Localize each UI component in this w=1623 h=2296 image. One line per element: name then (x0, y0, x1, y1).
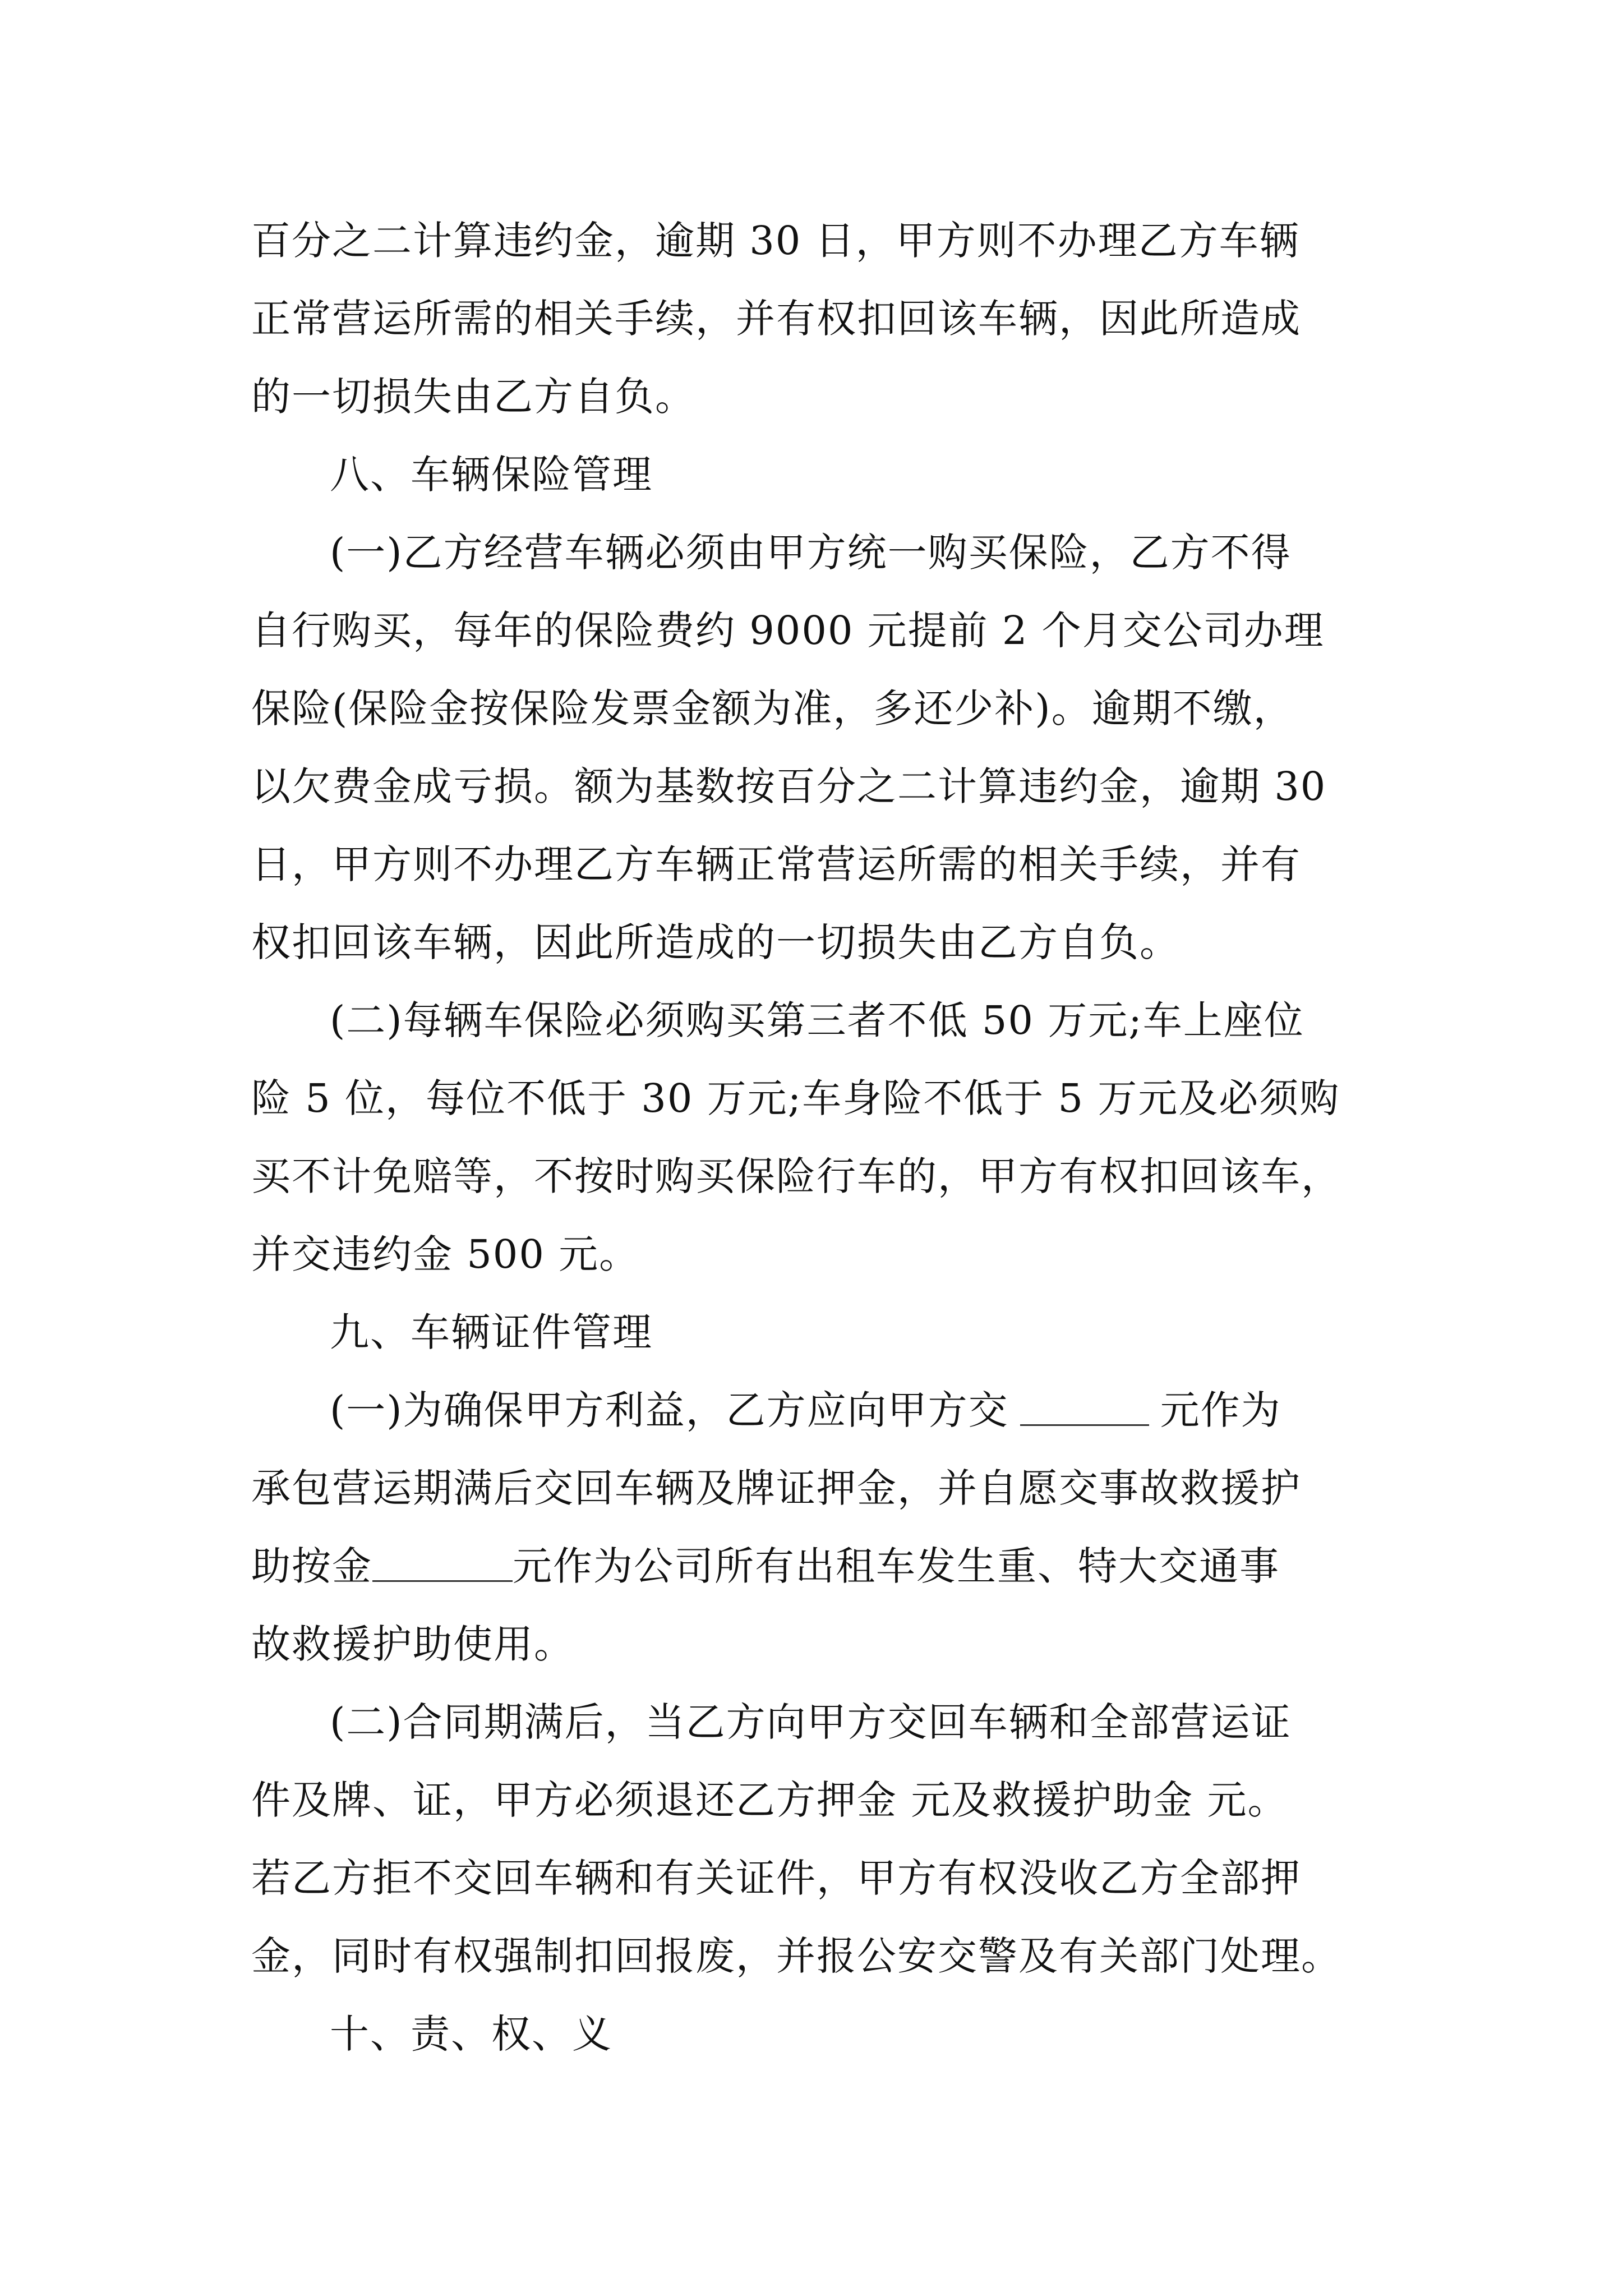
heading-text: 九、车辆证件管理 (330, 1309, 653, 1355)
text-segment: 元作为公司所有出租车发生重、特大交通事 (513, 1543, 1280, 1589)
document-page (251, 202, 1380, 2073)
heading-text: 八、车辆保险管理 (330, 452, 653, 498)
text-line: 金，同时有权强制扣回报废，并报公安交警及有关部门处理。 (251, 1933, 1341, 1979)
paragraph-8-1 (251, 514, 1380, 982)
text-line: 故救援护助使用。 (251, 1621, 574, 1667)
text-line: (二)每辆车保险必须购买第三者不低 50 万元;车上座位 (330, 997, 1304, 1043)
paragraph-penalty-continuation (251, 202, 1380, 436)
text-segment: 助按金 (251, 1543, 372, 1589)
text-segment: (一)为确保甲方利益，乙方应向甲方交 (330, 1387, 1009, 1433)
text-line: 并交违约金 500 元。 (251, 1231, 640, 1277)
text-line: 险 5 位，每位不低于 30 万元;车身险不低于 5 万元及必须购 (251, 1075, 1340, 1121)
text-line: 若乙方拒不交回车辆和有关证件，甲方有权没收乙方全部押 (251, 1855, 1301, 1901)
text-line: 百分之二计算违约金，逾期 30 日，甲方则不办理乙方车辆 (251, 218, 1300, 264)
text-line: 买不计免赔等，不按时购买保险行车的，甲方有权扣回该车， (251, 1153, 1341, 1199)
text-line: 日，甲方则不办理乙方车辆正常营运所需的相关手续，并有 (251, 841, 1301, 887)
text-line: 权扣回该车辆，因此所造成的一切损失由乙方自负。 (251, 919, 1180, 965)
section-heading-8 (251, 436, 1380, 514)
section-heading-9 (251, 1294, 1380, 1372)
text-line (251, 1372, 1380, 1450)
paragraph-9-2 (251, 1683, 1380, 1995)
paragraph-8-2 (251, 982, 1380, 1294)
text-line: (二)合同期满后，当乙方向甲方交回车辆和全部营运证 (330, 1699, 1292, 1745)
paragraph-9-1 (251, 1372, 1380, 1683)
text-line: 保险(保险金按保险发票金额为准，多还少补)。逾期不缴， (251, 685, 1294, 731)
text-line (251, 1527, 1380, 1605)
text-line: (一)乙方经营车辆必须由甲方统一购买保险，乙方不得 (330, 530, 1292, 576)
rescue-fund-blank (372, 1545, 513, 1582)
text-line: 自行购买，每年的保险费约 9000 元提前 2 个月交公司办理 (251, 608, 1325, 654)
text-line: 承包营运期满后交回车辆及牌证押金，并自愿交事故救援护 (251, 1465, 1301, 1511)
text-line: 以欠费金成亏损。额为基数按百分之二计算违约金，逾期 30 (251, 763, 1327, 809)
text-segment: 元作为 (1160, 1387, 1281, 1433)
text-line: 件及牌、证，甲方必须退还乙方押金 元及救援护助金 元。 (251, 1777, 1288, 1823)
text-line: 的一切损失由乙方自负。 (251, 374, 695, 420)
text-line: 正常营运所需的相关手续，并有权扣回该车辆，因此所造成 (251, 296, 1301, 342)
section-heading-10 (251, 1995, 1380, 2073)
heading-text: 十、责、权、义 (330, 2011, 612, 2057)
deposit-blank (1020, 1389, 1149, 1426)
